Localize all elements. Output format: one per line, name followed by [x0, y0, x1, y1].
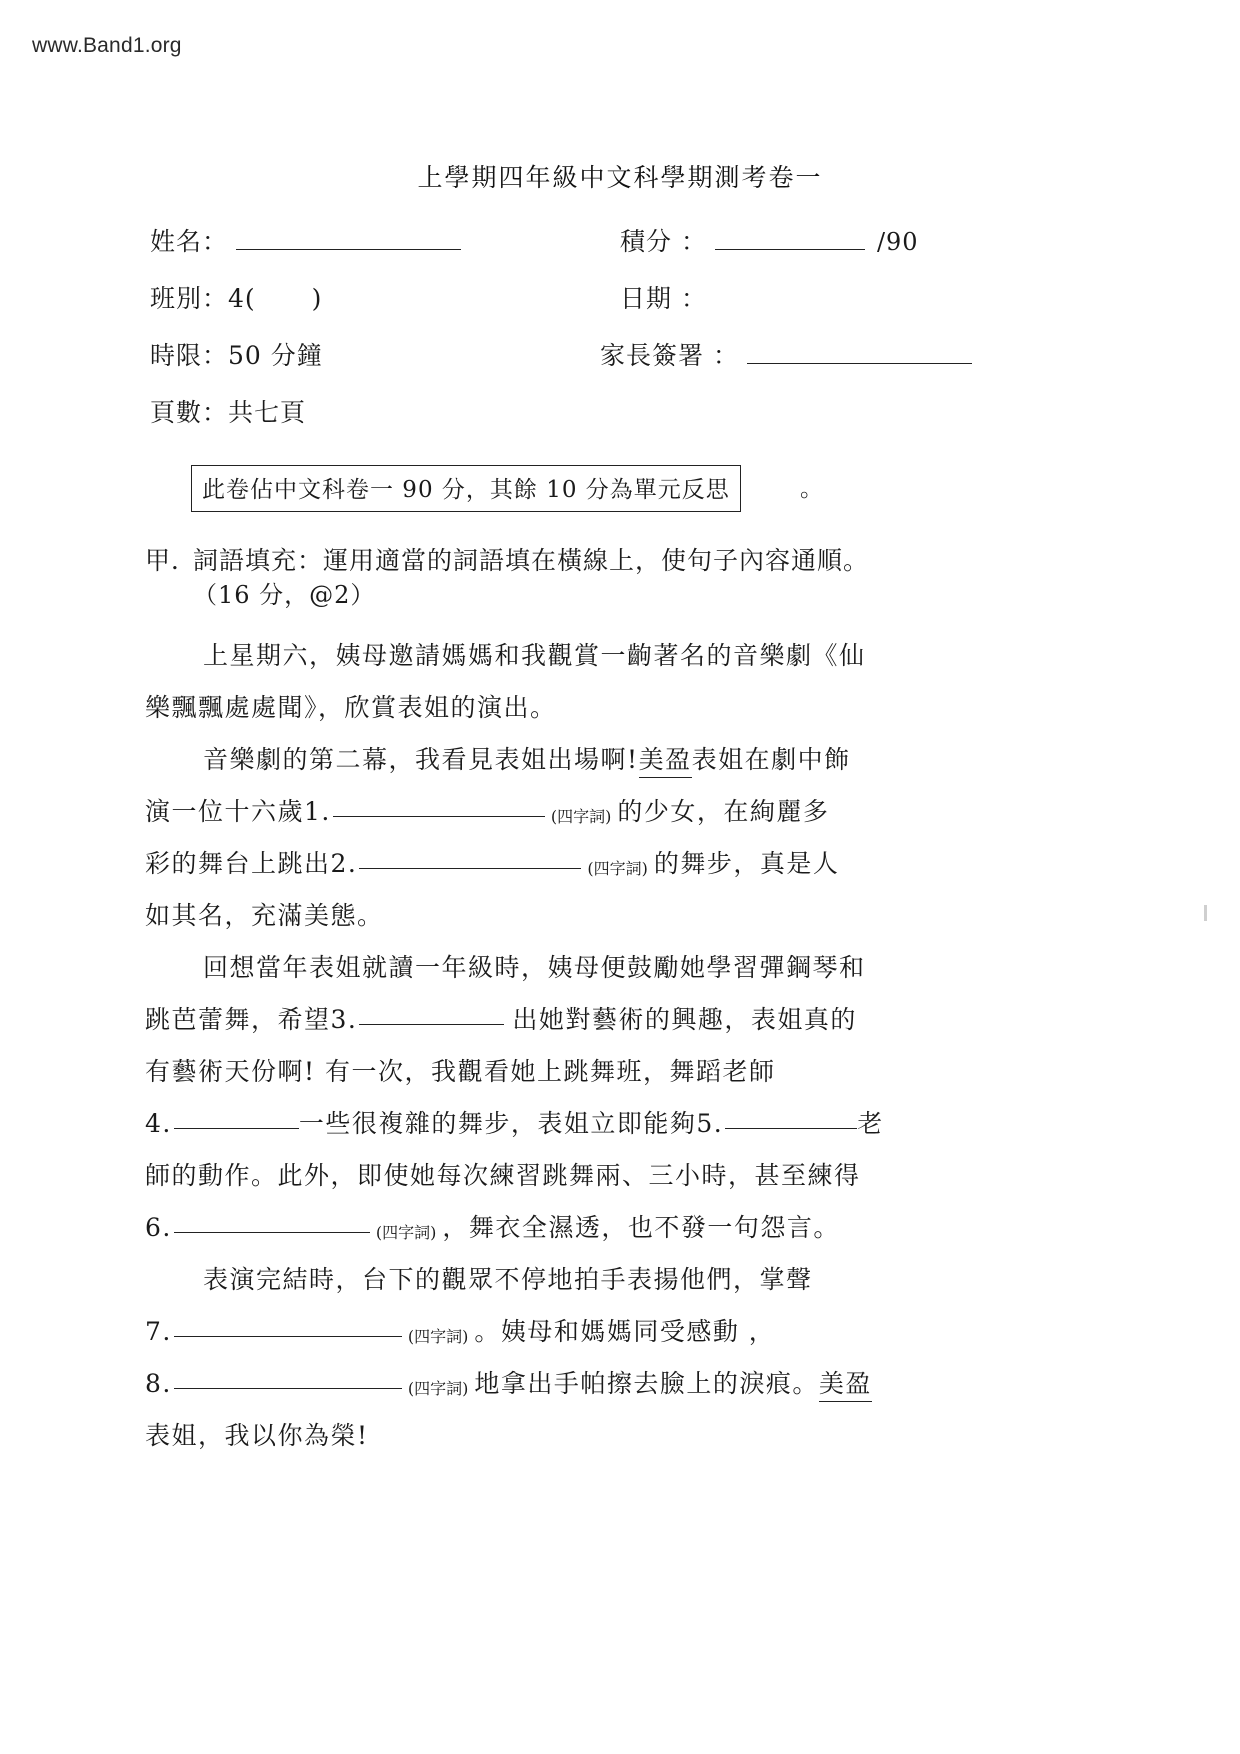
passage-text: 的少女，在絢麗多	[617, 797, 830, 826]
passage-line-blank-4-5	[145, 1104, 1110, 1156]
meta-row-pages	[150, 393, 1100, 429]
answer-blank-1[interactable]	[333, 791, 545, 817]
passage-line	[145, 636, 1110, 688]
passage-text: 回想當年表姐就讀一年級時，姨母便鼓勵她學習彈鋼琴和	[203, 953, 866, 982]
meta-time-group	[150, 336, 620, 372]
name-input-line[interactable]	[236, 227, 461, 250]
passage-text: 有藝術天份啊! 有一次，我觀看她上跳舞班，舞蹈老師	[145, 1057, 776, 1086]
score-label: 積分 ：	[620, 227, 707, 256]
passage-text: 如其名，充滿美態。	[145, 901, 384, 930]
blank-number-5: 5.	[696, 1109, 724, 1138]
passage-text: 跳芭蕾舞，希望	[145, 1005, 331, 1034]
answer-blank-3[interactable]	[359, 999, 504, 1025]
passage-line	[145, 1156, 1110, 1208]
passage-text: ，舞衣全濕透，也不發一句怨言。	[442, 1213, 840, 1242]
passage-line	[145, 1260, 1110, 1312]
page-count-label: 頁數：共七頁	[150, 398, 307, 427]
section-a-instruction: 詞語填充：運用適當的詞語填在橫線上，使句子內容通順。	[193, 546, 870, 575]
time-limit-label: 時限：50 分鐘	[150, 341, 323, 370]
class-paren-close: )	[311, 284, 323, 313]
answer-blank-7[interactable]	[174, 1311, 402, 1337]
passage-line-blank-3	[145, 1000, 1110, 1052]
meta-row-class-date	[150, 279, 1100, 315]
section-a-letter: 甲．	[145, 546, 198, 575]
passage-line	[145, 688, 1110, 740]
answer-blank-6[interactable]	[174, 1207, 370, 1233]
meta-pages-group	[150, 393, 620, 429]
meta-score-group	[620, 222, 1100, 258]
passage-text: 師的動作。此外，即使她每次練習跳舞兩、三小時，甚至練得	[145, 1161, 861, 1190]
answer-blank-8[interactable]	[174, 1363, 402, 1389]
answer-blank-4[interactable]	[174, 1103, 299, 1129]
marks-notice-box: 此卷佔中文科卷一 90 分，其餘 10 分為單元反思	[191, 465, 741, 512]
passage-line	[145, 1052, 1110, 1104]
passage-text: 彩的舞台上跳出	[145, 849, 331, 878]
site-watermark: www.Band1.org	[32, 34, 182, 57]
meta-name-group	[150, 222, 620, 258]
section-a-header	[145, 548, 1105, 607]
section-a-marks: （16 分，@2）	[193, 581, 376, 609]
highlighted-name: 美盈	[819, 1364, 872, 1402]
passage-text: 音樂劇的第二幕，我看見表姐出場啊!	[203, 745, 639, 774]
meta-date-group	[620, 279, 1100, 315]
scan-artifact	[1204, 905, 1207, 921]
blank-number-2: 2.	[330, 849, 358, 878]
passage-text: 演一位十六歲	[145, 797, 305, 826]
passage-line	[145, 948, 1110, 1000]
passage-line	[145, 896, 1110, 948]
blank-number-8: 8.	[145, 1369, 172, 1398]
passage-text: 一些很複雜的舞步，表姐立即能夠	[298, 1109, 697, 1138]
blank-number-6: 6.	[145, 1213, 172, 1242]
passage-text: 表姐，我以你為榮!	[145, 1421, 369, 1450]
score-input-line[interactable]	[715, 227, 865, 250]
passage-text: 上星期六，姨母邀請媽媽和我觀賞一齣著名的音樂劇《仙	[203, 641, 866, 670]
passage-text: 樂飄飄處處聞》，欣賞表姐的演出。	[145, 693, 557, 722]
page-title: 上學期四年級中文科學期測考卷一	[417, 163, 823, 192]
score-total: /90	[876, 228, 919, 256]
passage-text: 表演完結時，台下的觀眾不停地拍手表揚他們，掌聲	[203, 1265, 813, 1294]
passage-line-blank-7	[145, 1312, 1110, 1364]
passage-line	[145, 740, 1110, 792]
passage-text: 老	[857, 1109, 884, 1138]
passage-text: 地拿出手帕擦去臉上的淚痕。	[474, 1369, 819, 1398]
blank-number-1: 1.	[304, 797, 331, 826]
passage-body	[145, 636, 1110, 1468]
marks-notice-period: 。	[800, 476, 823, 502]
blank-hint-6: (四字詞)	[375, 1223, 437, 1242]
blank-hint-8: (四字詞)	[407, 1379, 469, 1398]
blank-hint-7: (四字詞)	[407, 1327, 469, 1346]
passage-line	[145, 1416, 1110, 1468]
passage-line-blank-8	[145, 1364, 1110, 1416]
passage-text: 表姐在劇中飾	[691, 745, 851, 774]
passage-text: 的舞步，真是人	[653, 849, 840, 878]
blank-number-4: 4.	[145, 1109, 172, 1138]
meta-row-name-score	[150, 222, 1100, 258]
blank-hint-1: (四字詞)	[550, 807, 612, 826]
date-label: 日期 ：	[620, 284, 707, 313]
class-label: 班別：4(	[150, 284, 256, 313]
passage-line-blank-6	[145, 1208, 1110, 1260]
parent-signature-line[interactable]	[747, 341, 972, 364]
exam-meta-block	[150, 222, 1100, 450]
answer-blank-5[interactable]	[725, 1103, 857, 1129]
meta-row-time-parent	[150, 336, 1100, 372]
parent-signature-label: 家長簽署 ：	[600, 341, 739, 370]
blank-hint-2: (四字詞)	[587, 859, 648, 878]
meta-class-group	[150, 279, 620, 315]
answer-blank-2[interactable]	[359, 843, 581, 869]
meta-parent-group	[600, 336, 1100, 372]
section-a-heading-row	[145, 548, 1105, 573]
passage-line-blank-1	[145, 792, 1110, 844]
highlighted-name: 美盈	[639, 740, 692, 778]
blank-number-3: 3.	[330, 1005, 358, 1034]
blank-number-7: 7.	[145, 1317, 172, 1346]
name-label: 姓名：	[150, 227, 229, 256]
passage-line-blank-2	[145, 844, 1110, 896]
passage-text: 。姨母和媽媽同受感動 ，	[474, 1317, 776, 1346]
passage-text: 出她對藝術的興趣，表姐真的	[512, 1005, 857, 1034]
